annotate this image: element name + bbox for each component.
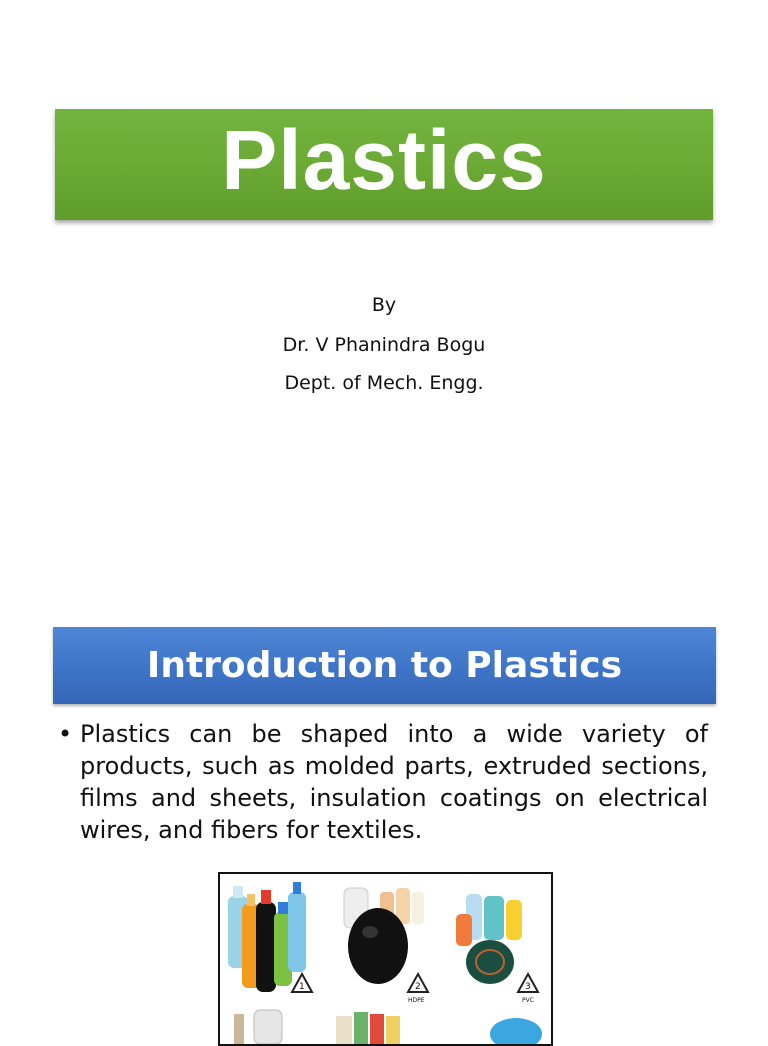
recycle-label-pvc: PVC [522,997,534,1004]
bottom-row-items-image [234,1010,542,1044]
byline-department: Dept. of Mech. Engg. [284,372,484,394]
title-banner [55,109,713,220]
bullet-marker: • [58,720,73,748]
byline-by: By [371,294,397,316]
hdpe-items-image [344,888,428,1004]
recycle-code-1: 1 [299,982,305,992]
byline-author: Dr. V Phanindra Bogu [282,334,486,356]
pet-bottles-image [228,882,312,992]
bullet-item [58,718,708,846]
plastic-products-illustration [220,874,551,1044]
recycle-label-hdpe: HDPE [408,997,425,1004]
section-heading-banner [53,627,716,704]
pvc-items-image [456,894,538,1004]
recycle-code-3: 3 [525,982,531,992]
plastic-products-image [218,872,553,1046]
recycle-code-2: 2 [415,982,421,992]
section-heading: Introduction to Plastics [146,645,623,686]
bullet-text: Plastics can be shaped into a wide variety of products, such as molded parts, extruded sections, films and sheets, insulation coatings on electrical wires, and fibers for textiles. [80,720,708,844]
slide-title: Plastics [221,112,547,207]
